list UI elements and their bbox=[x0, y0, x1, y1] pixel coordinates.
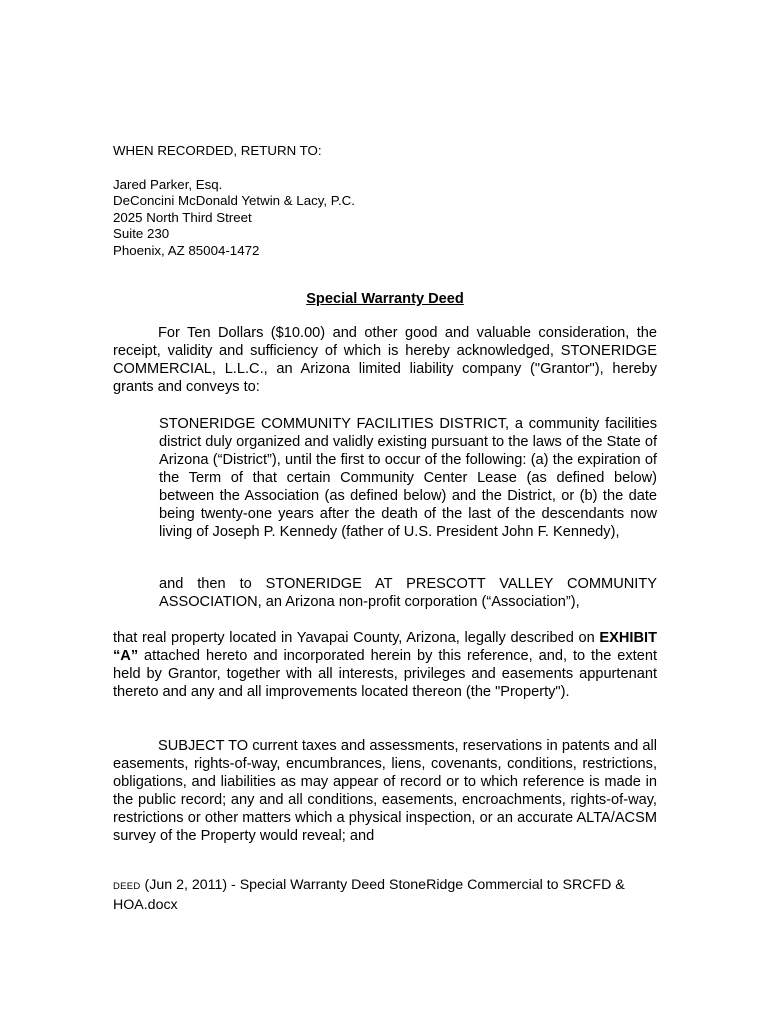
return-street: 2025 North Third Street bbox=[113, 209, 252, 225]
return-suite: Suite 230 bbox=[113, 226, 170, 242]
return-heading: WHEN RECORDED, RETURN TO: bbox=[113, 143, 322, 158]
document-title: Special Warranty Deed bbox=[306, 291, 464, 307]
property-text-before: that real property located in Yavapai County, Arizona, legally described on bbox=[113, 630, 600, 646]
property-text-after: attached hereto and incorporated herein by this reference, and, to the extent held by Grantor, together with all interests, privileges and easements appurtenant thereto and any and all improvements located thereon (the "Property"). bbox=[113, 648, 657, 700]
then-to-paragraph: and then to STONERIDGE AT PRESCOTT VALLEY COMMUNITY ASSOCIATION, an Arizona non-profit corporation (“Association”), bbox=[159, 576, 657, 610]
return-firm: DeConcini McDonald Yetwin & Lacy, P.C. bbox=[113, 193, 355, 209]
document-footer bbox=[113, 876, 657, 915]
footer-prefix: DEED bbox=[113, 881, 141, 892]
footer-filename: (Jun 2, 2011) - Special Warranty Deed StoneRidge Commercial to SRCFD & HOA.docx bbox=[113, 877, 625, 913]
subject-to-paragraph: SUBJECT TO current taxes and assessments, reservations in patents and all easements, rights-of-way, encumbrances, liens, covenants, conditions, restrictions, obligations, and liabilities as may appear of record or to which reference is made in the public record; any and all conditions, easements, encroachments, rights-of-way, restrictions or other matters which a physical inspection, or an accurate ALTA/ACSM survey of the Property would reveal; and bbox=[113, 738, 657, 844]
property-paragraph bbox=[113, 629, 657, 701]
return-address-block bbox=[113, 143, 355, 260]
grantee-paragraph: STONERIDGE COMMUNITY FACILITIES DISTRICT, a community facilities district duly organized and validly existing pursuant to the laws of the State of Arizona (“District”), until the first to occur of the following: (a) the expiration of the Term of that certain Community Center Lease (as defined below) between the Association (as defined below) and the District, or (b) the date being twenty-one years after the death of the last of the descendants now living of Joseph P. Kennedy (father of U.S. President John F. Kennedy), bbox=[159, 416, 657, 540]
return-name: Jared Parker, Esq. bbox=[113, 176, 223, 192]
return-city: Phoenix, AZ 85004-1472 bbox=[113, 242, 260, 258]
consideration-paragraph: For Ten Dollars ($10.00) and other good and valuable consideration, the receipt, validity and sufficiency of which is hereby acknowledged, STONERIDGE COMMERCIAL, L.L.C., an Arizona limited liability company ("Grantor"), hereby grants and conveys to: bbox=[113, 325, 657, 395]
exhibit-a-reference: EXHIBIT “A” bbox=[113, 630, 657, 664]
